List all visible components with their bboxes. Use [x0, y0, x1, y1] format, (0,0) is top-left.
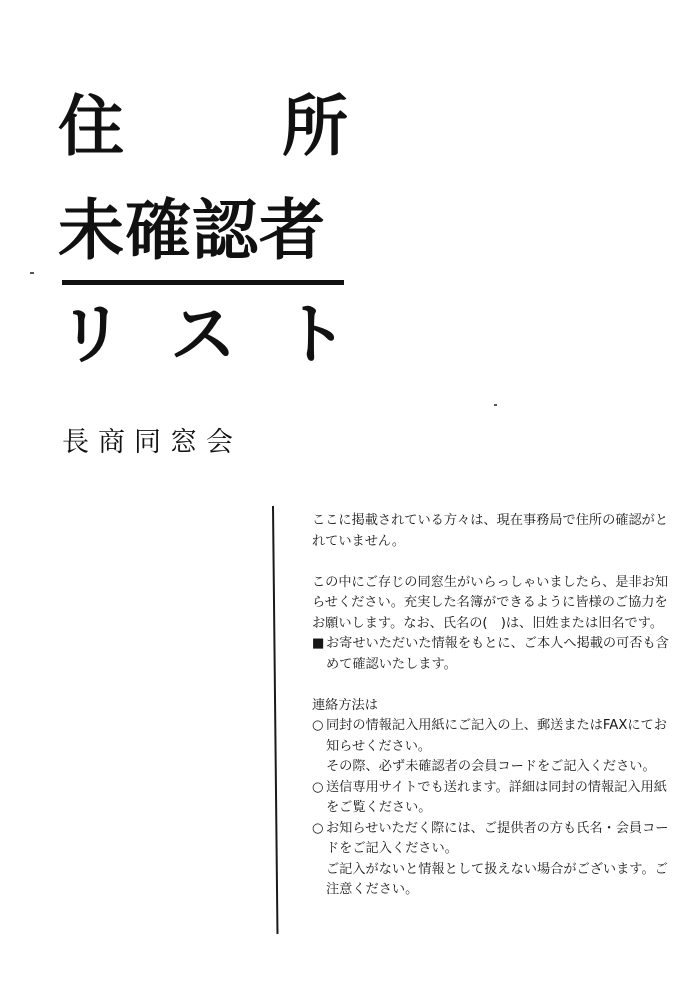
contact-item-text: 送信専用サイトでも送れます。詳細は同封の情報記入用紙をご覧ください。: [326, 779, 667, 815]
notice-bullet-text: お寄せいただいた情報をもとに、ご本人へ掲載の可否も含めて確認いたします。: [326, 636, 669, 672]
notice-text: [312, 511, 670, 901]
paragraph-gap: [312, 675, 670, 696]
circle-bullet-icon: ○: [312, 779, 324, 795]
title-char: ス: [170, 296, 236, 373]
title-line-3: [58, 296, 348, 373]
contact-item-subtext: ご記入がないと情報として扱えない場合がございます。ご注意ください。: [326, 861, 668, 897]
square-bullet-icon: ■: [312, 636, 325, 651]
contact-item: [312, 778, 670, 819]
title-char: ト: [282, 296, 348, 373]
contact-item: [312, 819, 670, 860]
contact-item-text: お知らせいただく際には、ご提供者の方も氏名・会員コードをご記入ください。: [326, 820, 669, 856]
title-char: 住: [58, 88, 124, 165]
organization-name: 長商同窓会: [62, 427, 242, 458]
contact-item: [312, 716, 670, 757]
contact-heading: 連絡方法は: [312, 697, 378, 713]
paragraph-gap: [312, 552, 670, 573]
notice-bullet: [312, 634, 670, 675]
title-char: リ: [58, 296, 124, 373]
scan-speck: [30, 272, 34, 274]
title-underline: [62, 280, 344, 285]
notice-intro: ここに掲載されている方々は、現在事務局で住所の確認がとれていません。: [312, 513, 669, 549]
title-line-1: [58, 88, 348, 165]
circle-bullet-icon: ○: [312, 718, 324, 733]
vertical-divider: [272, 506, 278, 934]
notice-request: この中にご存じの同窓生がいらっしゃいましたら、是非お知らせください。充実した名簿ができるように皆様のご協力をお願いします。なお、氏名の( )は、旧姓または旧名です。: [312, 574, 669, 631]
circle-bullet-icon: ○: [312, 820, 324, 836]
title-char: 所: [282, 88, 348, 165]
contact-item-subtext: その際、必ず未確認者の会員コードをご記入ください。: [326, 759, 656, 774]
title-line-2: 未確認者: [58, 192, 326, 269]
contact-item-text: 同封の情報記入用紙にご記入の上、郵送またはFAXにてお知らせください。: [326, 718, 667, 754]
scan-speck: [494, 404, 497, 406]
